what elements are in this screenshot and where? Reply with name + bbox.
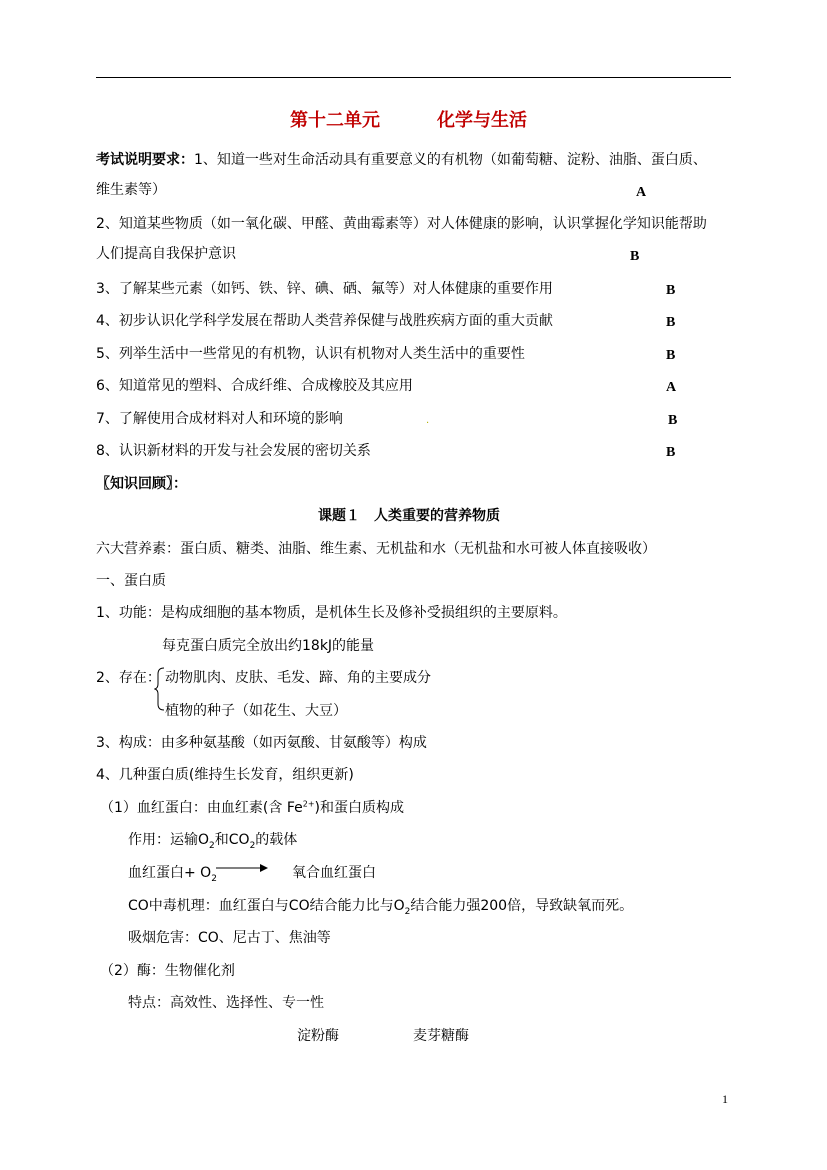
stray-dot: . xyxy=(426,415,430,426)
page-number: 1 xyxy=(722,1092,728,1106)
requirement-item-4: 4、初步认识化学科学发展在帮助人类营养保健与战胜疾病方面的重大贡献 xyxy=(96,313,553,329)
protein-heading: 一、蛋白质 xyxy=(96,573,166,589)
grade-1: A xyxy=(636,185,647,200)
grade-7: B xyxy=(668,413,678,428)
lesson-title: 课题１ 人类重要的营养物质 xyxy=(318,508,500,524)
grade-6: A xyxy=(666,380,677,395)
requirement-item-7: 7、了解使用合成材料对人和环境的影响 xyxy=(96,411,343,427)
requirement-item-3: 3、了解某些元素（如钙、铁、锌、碘、硒、氟等）对人体健康的重要作用 xyxy=(96,281,553,297)
protein-exist-animal: 动物肌肉、皮肤、毛发、蹄、角的主要成分 xyxy=(165,670,431,686)
requirements-heading: 考试说明要求： xyxy=(96,152,194,168)
header-rule xyxy=(96,77,731,78)
requirement-item-2-cont: 人们提高自我保护意识 xyxy=(96,246,236,262)
protein-exist-label: 2、存在： xyxy=(96,670,161,686)
requirement-item-2: 2、知道某些物质（如一氧化碳、甲醛、黄曲霉素等）对人体健康的影响，认识掌握化学知识能帮助 xyxy=(96,216,707,232)
requirement-item-5: 5、列举生活中一些常见的有机物，认识有机物对人类生活中的重要性 xyxy=(96,346,525,362)
requirement-item-1-cont: 维生素等） xyxy=(96,182,166,198)
protein-exist-plant: 植物的种子（如花生、大豆） xyxy=(165,703,347,719)
requirement-item-8: 8、认识新材料的开发与社会发展的密切关系 xyxy=(96,443,371,459)
review-heading: 〖知识回顾〗： xyxy=(96,476,187,492)
hemoglobin: （1）血红蛋白：由血红素(含 $Fe^{2+}$)和蛋白质构成 xyxy=(100,799,404,816)
grade-8: B xyxy=(666,445,676,460)
hemoglobin-role: 作用：运输$O_2$和$CO_2$的载体 xyxy=(128,832,298,851)
title-topic: 化学与生活 xyxy=(437,110,527,131)
reaction-left: 血红蛋白+ $O_2$ xyxy=(128,865,217,884)
grade-3: B xyxy=(666,283,676,298)
grade-4: B xyxy=(666,315,676,330)
enzyme-maltase: 麦芽糖酶 xyxy=(413,1028,469,1044)
requirement-item-1: 考试说明要求：1、知道一些对生命活动具有重要意义的有机物（如葡萄糖、淀粉、油脂、蛋白质、 xyxy=(96,152,707,168)
grade-2: B xyxy=(630,249,640,264)
grade-5: B xyxy=(666,348,676,363)
protein-energy: 每克蛋白质完全放出约18kJ的能量 xyxy=(162,638,375,654)
title-unit: 第十二单元 xyxy=(290,110,380,131)
enzyme: （2）酶：生物催化剂 xyxy=(100,963,235,979)
protein-function: 1、功能：是构成细胞的基本物质，是机体生长及修补受损组织的主要原料。 xyxy=(96,605,567,621)
arrow-right-icon xyxy=(216,862,268,874)
protein-kinds: 4、几种蛋白质(维持生长发育，组织更新) xyxy=(96,767,354,783)
protein-composition: 3、构成：由多种氨基酸（如丙氨酸、甘氨酸等）构成 xyxy=(96,735,427,751)
smoking-harm: 吸烟危害：CO、尼古丁、焦油等 xyxy=(128,930,331,946)
co-poisoning: CO中毒机理：血红蛋白与CO结合能力比与$O_2$结合能力强200倍，导致缺氧而死。 xyxy=(128,898,634,917)
requirement-item-6: 6、知道常见的塑料、合成纤维、合成橡胶及其应用 xyxy=(96,378,413,394)
reaction-right: 氧合血红蛋白 xyxy=(292,865,376,881)
six-nutrients: 六大营养素：蛋白质、糖类、油脂、维生素、无机盐和水（无机盐和水可被人体直接吸收） xyxy=(96,541,656,557)
enzyme-amylase: 淀粉酶 xyxy=(297,1028,339,1044)
enzyme-features: 特点：高效性、选择性、专一性 xyxy=(128,995,324,1011)
